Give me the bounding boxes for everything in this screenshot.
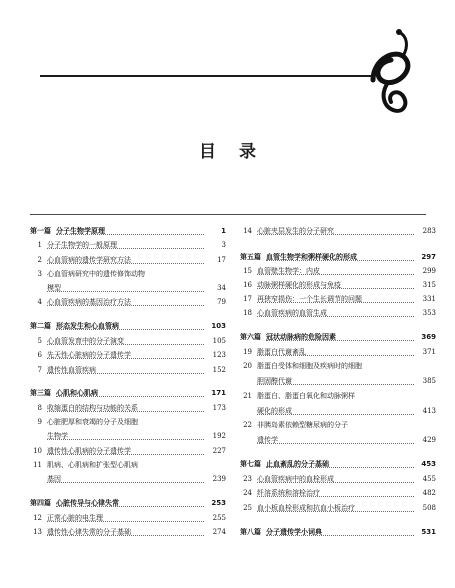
toc-entry-title: 正常心脏的电生理 xyxy=(47,514,103,522)
toc-entry-number: 第六篇 xyxy=(240,333,261,341)
toc-entry-title-leader xyxy=(56,320,204,330)
toc-entry[interactable] xyxy=(30,335,226,347)
toc-entry-number: 第七篇 xyxy=(240,460,261,468)
toc-entry-page: 255 xyxy=(212,514,226,522)
toc-part-heading[interactable] xyxy=(240,331,436,343)
toc-entry-title: 动脉粥样硬化的形成与免疫 xyxy=(257,281,341,289)
toc-entry-title-leader xyxy=(47,268,204,277)
toc-part-heading[interactable] xyxy=(30,225,226,237)
toc-part-heading[interactable] xyxy=(240,526,436,538)
toc-entry[interactable] xyxy=(240,502,436,514)
toc-entry-number: 第一篇 xyxy=(30,227,51,235)
toc-entry-title-leader xyxy=(56,387,204,397)
toc-entry[interactable] xyxy=(30,349,226,361)
toc-entry[interactable] xyxy=(30,445,226,457)
toc-entry-title: 心血管发育中的分子演变 xyxy=(47,337,124,345)
toc-entry-title: 模型 xyxy=(47,284,61,292)
toc-entry-number: 6 xyxy=(37,351,42,359)
toc-entry-title-leader xyxy=(266,526,414,536)
toc-entry-page: 34 xyxy=(217,284,226,292)
toc-entry-title-leader xyxy=(47,416,204,425)
toc-entry-number: 16 xyxy=(243,281,252,289)
toc-entry[interactable] xyxy=(240,265,436,277)
toc-entry-page: 429 xyxy=(422,436,436,444)
toc-entry[interactable] xyxy=(30,459,226,471)
toc-entry-title-leader xyxy=(47,282,204,292)
decorative-swirl-logo xyxy=(363,28,419,120)
toc-entry-title: 遗传性心肌病的分子遗传学 xyxy=(47,447,131,455)
toc-entry-title: 心脏夹层发生的分子研究 xyxy=(257,227,334,235)
toc-entry-number: 10 xyxy=(33,447,42,455)
toc-entry-title-leader xyxy=(47,445,204,455)
toc-entry-title: 分子生物学的一般原理 xyxy=(47,241,117,249)
toc-entry-title: 心肌和心肌病 xyxy=(56,389,98,397)
toc-entry-title: 再狭窄损伤：一个生长调节的问题 xyxy=(257,295,362,303)
toc-entry-number: 第三篇 xyxy=(30,389,51,397)
toc-entry-number: 14 xyxy=(243,227,252,235)
toc-entry-page: 1 xyxy=(221,227,226,235)
toc-entry-page: 239 xyxy=(212,475,226,483)
toc-entry[interactable] xyxy=(240,434,436,446)
section-rule xyxy=(30,214,426,215)
toc-entry-number: 3 xyxy=(37,270,42,278)
toc-entry[interactable] xyxy=(240,390,436,402)
toc-entry-number: 第八篇 xyxy=(240,528,261,536)
toc-entry-title-leader xyxy=(257,360,414,369)
toc-entry-page: 173 xyxy=(212,404,226,412)
toc-entry-page: 353 xyxy=(422,309,436,317)
toc-entry-title-leader xyxy=(257,346,414,356)
toc-entry-number: 24 xyxy=(243,489,252,497)
toc-entry-title-leader xyxy=(257,487,414,497)
toc-entry[interactable] xyxy=(30,402,226,414)
toc-entry-title-leader xyxy=(47,296,204,306)
toc-entry-page: 531 xyxy=(421,528,436,536)
toc-entry-title-leader xyxy=(257,279,414,289)
toc-entry-title: 血管壁生物学：内皮 xyxy=(257,267,320,275)
toc-part-heading[interactable] xyxy=(240,251,436,263)
toc-part-heading[interactable] xyxy=(240,458,436,470)
toc-entry-page: 171 xyxy=(211,389,226,397)
toc-entry-title-leader xyxy=(257,375,414,385)
toc-entry[interactable] xyxy=(240,487,436,499)
toc-entry-title: 冠状动脉病的危险因素 xyxy=(266,333,336,341)
toc-entry-title: 基因 xyxy=(47,475,61,483)
toc-entry-title-leader xyxy=(47,430,204,440)
toc-entry-number: 第二篇 xyxy=(30,322,51,330)
toc-entry-page: 3 xyxy=(221,241,226,249)
toc-entry-page: 103 xyxy=(211,322,226,330)
toc-entry-number: 19 xyxy=(243,348,252,356)
toc-entry-title-leader xyxy=(56,497,204,507)
toc-entry-number: 25 xyxy=(243,504,252,512)
toc-entry-title: 先天性心脏病的分子遗传学 xyxy=(47,351,131,359)
toc-entry-page: 369 xyxy=(421,333,436,341)
toc-entry[interactable] xyxy=(240,375,436,387)
toc-entry-page: 371 xyxy=(422,348,436,356)
toc-entry-title-leader xyxy=(47,459,204,468)
toc-entry-title-leader xyxy=(257,390,414,399)
toc-entry-number: 21 xyxy=(243,392,252,400)
toc-entry-number: 12 xyxy=(33,514,42,522)
toc-entry-number: 5 xyxy=(37,337,42,345)
toc-entry-title-leader xyxy=(47,335,204,345)
toc-entry-page: 455 xyxy=(422,475,436,483)
toc-entry-number: 4 xyxy=(37,298,42,306)
toc-entry-page: 274 xyxy=(212,528,226,536)
toc-entry-title-leader xyxy=(47,512,204,522)
toc-entry-title-leader xyxy=(56,225,204,235)
toc-entry-title-leader xyxy=(266,331,414,341)
toc-entry-page: 508 xyxy=(422,504,436,512)
toc-entry-page: 105 xyxy=(212,337,226,345)
toc-entry-title: 硬化的形成 xyxy=(257,407,292,415)
toc-entry-title-leader xyxy=(47,402,204,412)
toc-entry-title-leader xyxy=(47,526,204,536)
toc-entry-page: 192 xyxy=(212,432,226,440)
toc-entry-title: 脂蛋白代谢紊乱 xyxy=(257,348,306,356)
toc-entry[interactable] xyxy=(30,473,226,485)
toc-entry-page: 123 xyxy=(212,351,226,359)
toc-entry-title-leader xyxy=(47,239,204,249)
toc-entry-title: 心血管病研究中的遗传修饰动物 xyxy=(47,270,145,277)
toc-entry-title-leader xyxy=(47,254,204,264)
toc-entry-title-leader xyxy=(266,458,414,468)
toc-entry-title: 胆固醇代谢 xyxy=(257,377,292,385)
toc-entry[interactable] xyxy=(30,512,226,524)
toc-entry[interactable] xyxy=(30,239,226,251)
toc-entry-number: 23 xyxy=(243,475,252,483)
toc-entry-title: 血小板血栓形成和抗血小板治疗 xyxy=(257,504,355,512)
toc-entry[interactable] xyxy=(240,307,436,319)
toc-entry[interactable] xyxy=(30,268,226,280)
toc-entry-number: 11 xyxy=(33,461,42,469)
toc-entry-title: 遗传性血管疾病 xyxy=(47,366,96,374)
toc-entry-title: 止血紊乱的分子基础 xyxy=(266,460,329,468)
toc-entry-page: 227 xyxy=(212,447,226,455)
toc-entry-page: 453 xyxy=(421,460,436,468)
toc-entry-title-leader xyxy=(257,265,414,275)
toc-entry-page: 482 xyxy=(422,489,436,497)
toc-entry-title: 血管生物学和粥样硬化的形成 xyxy=(266,253,357,261)
toc-entry-title-leader xyxy=(266,251,414,261)
toc-entry[interactable] xyxy=(30,364,226,376)
toc-part-heading[interactable] xyxy=(30,320,226,332)
toc-entry[interactable] xyxy=(240,225,436,237)
toc-entry-number: 1 xyxy=(37,241,42,249)
top-rule xyxy=(40,75,372,77)
toc-entry[interactable] xyxy=(30,430,226,442)
toc-entry-title: 心血管疾病的血管生成 xyxy=(257,309,327,317)
toc-entry-title: 脂蛋白受体和细胞及疾病时的细胞 xyxy=(257,362,362,369)
toc-entry-title-leader xyxy=(257,502,414,512)
toc-entry-title: 心血管疾病的基因治疗方法 xyxy=(47,298,131,306)
toc-entry-title: 脂蛋白、脂蛋白氧化和动脉粥样 xyxy=(257,392,355,399)
toc-entry-number: 第五篇 xyxy=(240,253,261,261)
toc-entry-number: 22 xyxy=(243,421,252,429)
toc-entry-page: 331 xyxy=(422,295,436,303)
toc-entry-number: 20 xyxy=(243,362,252,370)
toc-entry-title: 心血管病的遗传学研究方法 xyxy=(47,256,131,264)
toc-entry-number: 2 xyxy=(37,256,42,264)
toc-entry-title-leader xyxy=(257,419,414,428)
toc-entry[interactable] xyxy=(30,282,226,294)
toc-entry-title: 非胰岛素依赖型糖尿病的分子 xyxy=(257,421,348,428)
toc-entry-number: 7 xyxy=(37,366,42,374)
toc-entry-number: 15 xyxy=(243,267,252,275)
toc-entry[interactable] xyxy=(240,473,436,485)
toc-entry-number: 9 xyxy=(37,418,42,426)
toc-entry[interactable] xyxy=(240,360,436,372)
toc-entry-title: 遗传性心律失常的分子基础 xyxy=(47,528,131,536)
toc-entry-number: 8 xyxy=(37,404,42,412)
toc-entry-title: 分子遗传学小词典 xyxy=(266,528,322,536)
title-char-1: 目 xyxy=(199,142,216,162)
toc-entry-page: 315 xyxy=(422,281,436,289)
toc-entry-title: 心脏传导与心律失常 xyxy=(56,499,119,507)
toc-entry-page: 253 xyxy=(211,499,226,507)
toc-entry[interactable] xyxy=(30,526,226,538)
toc-entry-title-leader xyxy=(257,473,414,483)
toc-entry-number: 第四篇 xyxy=(30,499,51,507)
toc-entry-page: 79 xyxy=(217,298,226,306)
toc-entry-number: 13 xyxy=(33,528,42,536)
toc-entry-title-leader xyxy=(257,307,414,317)
toc-entry-title-leader xyxy=(257,225,414,235)
toc-entry-title-leader xyxy=(257,293,414,303)
toc-entry-page: 413 xyxy=(422,407,436,415)
toc-entry-page: 299 xyxy=(422,267,436,275)
toc-entry[interactable] xyxy=(240,405,436,417)
toc-entry[interactable] xyxy=(240,419,436,431)
toc-entry-title: 肌病、心肌病和扩张型心肌病 xyxy=(47,461,138,468)
toc-entry[interactable] xyxy=(30,416,226,428)
toc-entry-title: 形态发生和心血管病 xyxy=(56,322,119,330)
toc-entry-title: 收缩蛋白的结构与功能的关系 xyxy=(47,404,138,412)
toc-entry-page: 385 xyxy=(422,377,436,385)
toc-entry-title-leader xyxy=(47,473,204,483)
toc-entry-title-leader xyxy=(47,349,204,359)
toc-entry-title: 分子生物学原理 xyxy=(56,227,105,235)
toc-part-heading[interactable] xyxy=(30,387,226,399)
toc-entry-page: 283 xyxy=(422,227,436,235)
toc-entry-title: 心血管疾病中的血栓形成 xyxy=(257,475,334,483)
toc-part-heading[interactable] xyxy=(30,497,226,509)
toc-entry-title: 纤溶系统和溶栓治疗 xyxy=(257,489,320,497)
toc-entry-number: 17 xyxy=(243,295,252,303)
toc-entry-title-leader xyxy=(47,364,204,374)
toc-entry[interactable] xyxy=(30,296,226,308)
toc-entry-title-leader xyxy=(257,405,414,415)
toc-entry-page: 297 xyxy=(421,253,436,261)
toc-entry-title: 心脏肥厚和衰竭的分子及细胞 xyxy=(47,418,138,425)
toc-entry-page: 152 xyxy=(212,366,226,374)
title-char-2: 录 xyxy=(239,142,256,162)
toc-entry[interactable] xyxy=(240,346,436,358)
toc-entry-title: 遗传学 xyxy=(257,436,278,444)
toc-entry[interactable] xyxy=(30,254,226,266)
toc-entry-number: 18 xyxy=(243,309,252,317)
toc-entry[interactable] xyxy=(240,279,436,291)
toc-entry[interactable] xyxy=(240,293,436,305)
toc-entry-title: 生物学 xyxy=(47,432,68,440)
toc-entry-page: 17 xyxy=(217,256,226,264)
toc-entry-title-leader xyxy=(257,434,414,444)
